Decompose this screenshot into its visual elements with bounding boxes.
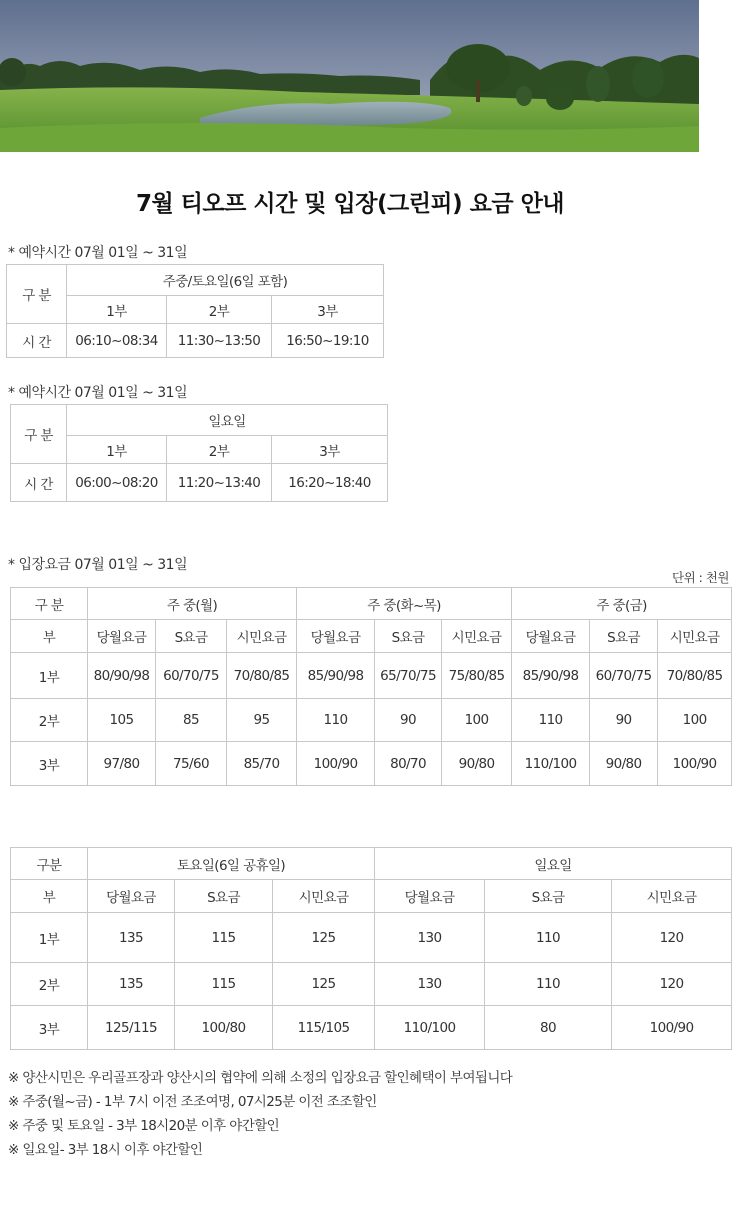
fee-cell: 60/70/75 bbox=[156, 653, 227, 699]
fee-cell: 125/115 bbox=[88, 1006, 175, 1050]
note-item: ※ 양산시민은 우리골프장과 양산시의 협약에 의해 소정의 입장요금 할인혜택이 부여됩니다 bbox=[8, 1070, 513, 1086]
fee-cell: 100/90 bbox=[612, 1006, 732, 1050]
fee-cell: 115/105 bbox=[273, 1006, 375, 1050]
fee-cell: 130 bbox=[375, 963, 485, 1006]
fee-cell: 110 bbox=[297, 699, 375, 742]
fee-cell: 85 bbox=[156, 699, 227, 742]
fee-cell: 135 bbox=[88, 913, 175, 963]
fee-cell: 110/100 bbox=[375, 1006, 485, 1050]
fee-cell: 97/80 bbox=[88, 742, 156, 786]
time-label: 시 간 bbox=[11, 464, 67, 502]
unit-label: 단위 : 천원 bbox=[672, 570, 729, 585]
group-header: 주 중(금) bbox=[512, 588, 732, 620]
part-header: 2부 bbox=[167, 436, 272, 464]
time-label: 시 간 bbox=[7, 324, 67, 358]
fee-cell: 60/70/75 bbox=[590, 653, 658, 699]
time-cell: 11:30~13:50 bbox=[167, 324, 272, 358]
fee-cell: 105 bbox=[88, 699, 156, 742]
time-cell: 11:20~13:40 bbox=[167, 464, 272, 502]
fee-cell: 90 bbox=[590, 699, 658, 742]
page-title: 7월 티오프 시간 및 입장(그린피) 요금 안내 bbox=[135, 191, 565, 217]
fee-cell: 100 bbox=[442, 699, 512, 742]
fee-cell: 125 bbox=[273, 963, 375, 1006]
fee-cell: 110 bbox=[485, 913, 612, 963]
fee-cell: 120 bbox=[612, 913, 732, 963]
fee-cell: 115 bbox=[175, 963, 273, 1006]
table-row bbox=[11, 742, 732, 786]
time-cell: 16:20~18:40 bbox=[272, 464, 388, 502]
fee-cell: 100/90 bbox=[658, 742, 732, 786]
corner-top: 구분 bbox=[11, 848, 88, 880]
group-header: 주 중(월) bbox=[88, 588, 297, 620]
fee-cell: 110 bbox=[512, 699, 590, 742]
column-header: S요금 bbox=[590, 620, 658, 653]
time-cell: 06:10~08:34 bbox=[67, 324, 167, 358]
notes-list bbox=[8, 1066, 512, 1162]
note-item: ※ 일요일- 3부 18시 이후 야간할인 bbox=[8, 1142, 203, 1158]
fee-cell: 85/70 bbox=[227, 742, 297, 786]
fee-cell: 115 bbox=[175, 913, 273, 963]
corner-bottom: 부 bbox=[11, 880, 88, 913]
column-header: 시민요금 bbox=[442, 620, 512, 653]
weekend-fees-table bbox=[10, 847, 732, 1050]
fee-cell: 125 bbox=[273, 913, 375, 963]
column-header: 당월요금 bbox=[88, 620, 156, 653]
column-header: 당월요금 bbox=[375, 880, 485, 913]
weekday-schedule-table bbox=[6, 264, 384, 358]
table-row bbox=[11, 1006, 732, 1050]
group-header: 일요일 bbox=[375, 848, 732, 880]
group-header: 일요일 bbox=[67, 405, 388, 436]
fees-caption: * 입장요금 07월 01일 ~ 31일 bbox=[8, 557, 188, 573]
group-header: 토요일(6일 공휴일) bbox=[88, 848, 375, 880]
fee-cell: 100/80 bbox=[175, 1006, 273, 1050]
fee-cell: 100 bbox=[658, 699, 732, 742]
fee-cell: 90/80 bbox=[442, 742, 512, 786]
row-label: 1부 bbox=[11, 913, 88, 963]
row-label: 3부 bbox=[11, 742, 88, 786]
fee-cell: 70/80/85 bbox=[658, 653, 732, 699]
column-header: 당월요금 bbox=[297, 620, 375, 653]
weekday-fees-table bbox=[10, 587, 732, 786]
column-header: 시민요금 bbox=[658, 620, 732, 653]
column-header: 당월요금 bbox=[88, 880, 175, 913]
note-item: ※ 주중 및 토요일 - 3부 18시20분 이후 야간할인 bbox=[8, 1118, 280, 1134]
golf-course-image bbox=[0, 0, 699, 152]
row-label: 2부 bbox=[11, 699, 88, 742]
golf-course-banner bbox=[0, 0, 699, 152]
corner-bottom: 부 bbox=[11, 620, 88, 653]
part-header: 3부 bbox=[272, 296, 384, 324]
fee-cell: 75/80/85 bbox=[442, 653, 512, 699]
row-label: 3부 bbox=[11, 1006, 88, 1050]
note-item: ※ 주중(월~금) - 1부 7시 이전 조조여명, 07시25분 이전 조조할인 bbox=[8, 1094, 377, 1110]
group-header: 주 중(화~목) bbox=[297, 588, 512, 620]
fee-cell: 85/90/98 bbox=[297, 653, 375, 699]
row-header: 구 분 bbox=[7, 265, 67, 324]
part-header: 3부 bbox=[272, 436, 388, 464]
time-cell: 16:50~19:10 bbox=[272, 324, 384, 358]
time-cell: 06:00~08:20 bbox=[67, 464, 167, 502]
column-header: 당월요금 bbox=[512, 620, 590, 653]
fee-cell: 65/70/75 bbox=[375, 653, 442, 699]
part-header: 1부 bbox=[67, 436, 167, 464]
fee-cell: 80/90/98 bbox=[88, 653, 156, 699]
part-header: 2부 bbox=[167, 296, 272, 324]
sunday-schedule-caption: * 예약시간 07월 01일 ~ 31일 bbox=[8, 385, 188, 401]
corner-top: 구 분 bbox=[11, 588, 88, 620]
fee-cell: 85/90/98 bbox=[512, 653, 590, 699]
column-header: S요금 bbox=[156, 620, 227, 653]
fee-cell: 75/60 bbox=[156, 742, 227, 786]
part-header: 1부 bbox=[67, 296, 167, 324]
group-header: 주중/토요일(6일 포함) bbox=[67, 265, 384, 296]
fee-cell: 95 bbox=[227, 699, 297, 742]
table-row bbox=[11, 653, 732, 699]
column-header: S요금 bbox=[375, 620, 442, 653]
table-row bbox=[11, 699, 732, 742]
fee-cell: 70/80/85 bbox=[227, 653, 297, 699]
weekday-schedule-caption: * 예약시간 07월 01일 ~ 31일 bbox=[8, 245, 188, 261]
row-header: 구 분 bbox=[11, 405, 67, 464]
sunday-schedule-table bbox=[10, 404, 388, 502]
fee-cell: 80/70 bbox=[375, 742, 442, 786]
row-label: 2부 bbox=[11, 963, 88, 1006]
column-header: S요금 bbox=[175, 880, 273, 913]
column-header: S요금 bbox=[485, 880, 612, 913]
row-label: 1부 bbox=[11, 653, 88, 699]
fee-cell: 90/80 bbox=[590, 742, 658, 786]
fee-cell: 90 bbox=[375, 699, 442, 742]
column-header: 시민요금 bbox=[273, 880, 375, 913]
table-row bbox=[11, 963, 732, 1006]
fee-cell: 135 bbox=[88, 963, 175, 1006]
fee-cell: 130 bbox=[375, 913, 485, 963]
column-header: 시민요금 bbox=[612, 880, 732, 913]
column-header: 시민요금 bbox=[227, 620, 297, 653]
fee-cell: 100/90 bbox=[297, 742, 375, 786]
fee-cell: 110/100 bbox=[512, 742, 590, 786]
fee-cell: 120 bbox=[612, 963, 732, 1006]
fee-cell: 80 bbox=[485, 1006, 612, 1050]
fee-cell: 110 bbox=[485, 963, 612, 1006]
table-row bbox=[11, 913, 732, 963]
